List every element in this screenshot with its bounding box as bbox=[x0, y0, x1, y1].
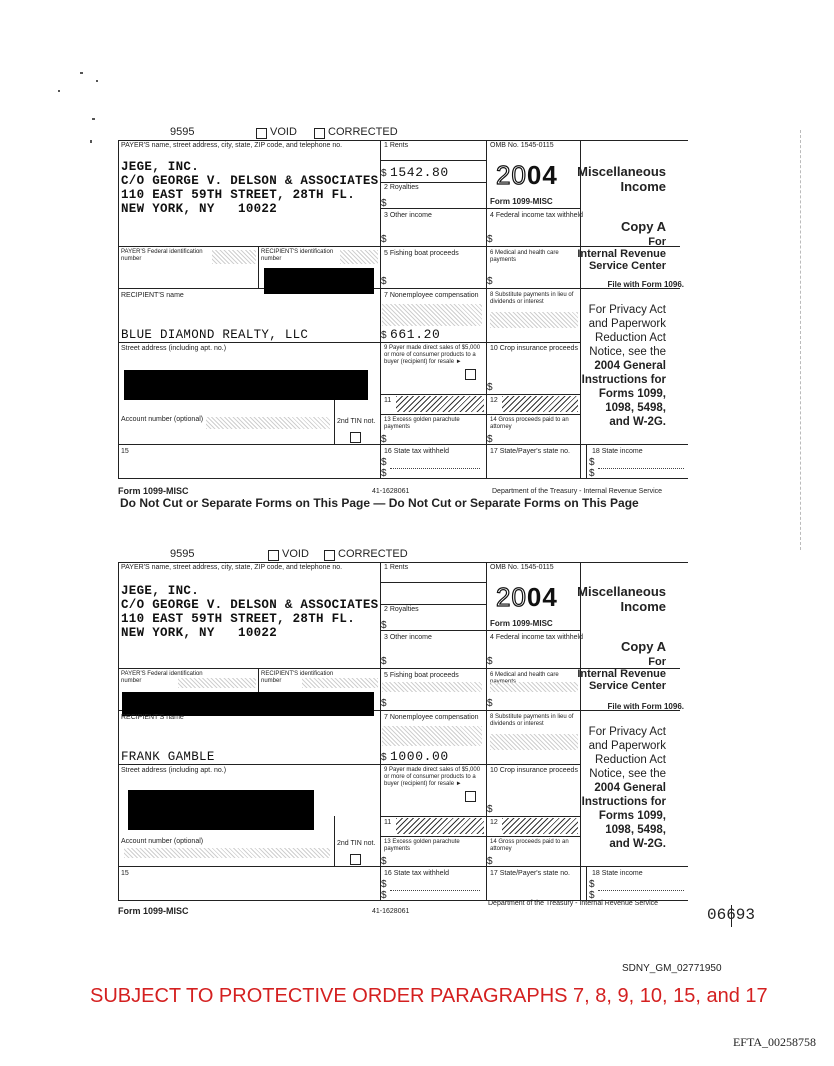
box9-label: 9 Payer made direct sales of $5,000 or more of consumer products to a buyer (recipient) for resale ► bbox=[384, 345, 481, 365]
box8-label: 8 Substitute payments in lieu of dividends or interest bbox=[490, 714, 574, 727]
payer-line-1: JEGE, INC. bbox=[121, 160, 200, 174]
bates-number: SDNY_GM_02771950 bbox=[622, 963, 722, 974]
box7-value: 1000.00 bbox=[390, 749, 449, 764]
payer-label: PAYER'S name, street address, city, state, ZIP code, and telephone no. bbox=[121, 142, 343, 149]
omb-number: OMB No. 1545-0115 bbox=[490, 564, 554, 571]
payer-line-3: 110 EAST 59TH STREET, 28TH FL. bbox=[121, 188, 356, 202]
footer-dept: Department of the Treasury - Internal Revenue Service bbox=[492, 488, 663, 495]
form-1099-misc-top bbox=[118, 126, 688, 498]
irs-line-1: Internal Revenue bbox=[577, 668, 666, 680]
redaction-block bbox=[122, 692, 374, 716]
privacy-3: Reduction Act bbox=[595, 754, 666, 766]
privacy-7: Forms 1099, bbox=[598, 810, 666, 822]
corrected-checkbox[interactable] bbox=[314, 128, 325, 139]
box2-dollar: $ bbox=[381, 620, 387, 631]
footer-form-name: Form 1099-MISC bbox=[118, 486, 189, 496]
box6-dollar: $ bbox=[487, 276, 493, 287]
box2-dollar: $ bbox=[381, 198, 387, 209]
cut-notice: Do Not Cut or Separate Forms on This Page — Do Not Cut or Separate Forms on This Page bbox=[120, 496, 639, 510]
void-checkbox[interactable] bbox=[256, 128, 267, 139]
corrected-label: CORRECTED bbox=[338, 548, 408, 560]
tax-year: 2004 bbox=[496, 160, 558, 190]
privacy-8: 1098, 5498, bbox=[605, 824, 666, 836]
privacy-3: Reduction Act bbox=[595, 332, 666, 344]
privacy-4: Notice, see the bbox=[589, 768, 666, 780]
footer-dept: Department of the Treasury - Internal Revenue Service bbox=[488, 900, 659, 907]
box18-dollar: $ bbox=[589, 879, 595, 890]
protective-order-notice: SUBJECT TO PROTECTIVE ORDER PARAGRAPHS 7, 8, 9, 10, 15, and 17 bbox=[90, 985, 768, 1007]
box14-label: 14 Gross proceeds paid to an attorney bbox=[490, 839, 569, 852]
copy-a: Copy A bbox=[620, 639, 666, 654]
form-title-line-1: Miscellaneous bbox=[577, 584, 666, 599]
redaction-block bbox=[124, 370, 368, 400]
box6-label: 6 Medical and health care bbox=[490, 672, 559, 678]
box17-label: 17 State/Payer's state no. bbox=[490, 448, 570, 455]
box7-label: 7 Nonemployee compensation bbox=[384, 714, 479, 721]
scan-speck bbox=[80, 72, 83, 74]
scan-speck bbox=[96, 80, 98, 82]
scan-edge bbox=[800, 130, 802, 550]
box18-dollar: $ bbox=[589, 457, 595, 468]
form-title-line-1: Miscellaneous bbox=[577, 164, 666, 179]
privacy-5: 2004 General bbox=[594, 782, 666, 794]
box2-label: 2 Royalties bbox=[384, 184, 419, 191]
copy-for: For bbox=[648, 236, 666, 248]
box11-label: 11 bbox=[384, 397, 392, 404]
box13-label: 13 Excess golden parachute payments bbox=[384, 417, 460, 430]
tin-label: 2nd TIN not. bbox=[337, 418, 376, 425]
privacy-5: 2004 General bbox=[594, 360, 666, 372]
box3-label: 3 Other income bbox=[384, 634, 432, 641]
corrected-checkbox[interactable] bbox=[324, 550, 335, 561]
form-name: Form 1099-MISC bbox=[490, 197, 553, 206]
privacy-6: Instructions for bbox=[581, 374, 666, 386]
box4-dollar: $ bbox=[487, 234, 493, 245]
box9-checkbox[interactable] bbox=[465, 791, 476, 802]
box15-label: 15 bbox=[121, 448, 129, 455]
box16-label: 16 State tax withheld bbox=[384, 448, 449, 455]
payer-line-4: NEW YORK, NY 10022 bbox=[121, 202, 278, 216]
form-1099-misc-bottom bbox=[118, 548, 688, 920]
tin-label: 2nd TIN not. bbox=[337, 840, 376, 847]
tax-year: 2004 bbox=[496, 582, 558, 612]
recipient-name-label: RECIPIENT'S name bbox=[121, 714, 184, 721]
recipient-name-label: RECIPIENT'S name bbox=[121, 292, 184, 299]
box3-label: 3 Other income bbox=[384, 212, 432, 219]
irs-line-2: Service Center bbox=[588, 260, 666, 272]
box5-label: 5 Fishing boat proceeds bbox=[384, 672, 459, 679]
efta-number: EFTA_00258758 bbox=[732, 1035, 816, 1049]
privacy-2: and Paperwork bbox=[588, 740, 666, 752]
recipient-id-label: RECIPIENT'S identification number bbox=[261, 249, 334, 262]
footer-code: 41-1628061 bbox=[372, 488, 410, 495]
scan-speck bbox=[92, 118, 95, 120]
box3-dollar: $ bbox=[381, 656, 387, 667]
street-label: Street address (including apt. no.) bbox=[121, 767, 227, 774]
tin-checkbox[interactable] bbox=[350, 432, 361, 443]
account-label: Account number (optional) bbox=[121, 416, 204, 423]
privacy-1: For Privacy Act bbox=[588, 304, 666, 316]
box13-dollar: $ bbox=[381, 856, 387, 867]
box15-label: 15 bbox=[121, 870, 129, 877]
page-stamp: 06693 bbox=[707, 906, 756, 924]
file-with: File with Form 1096. bbox=[607, 702, 684, 711]
irs-line-2: Service Center bbox=[588, 680, 666, 692]
box1-dollar: $ bbox=[381, 168, 387, 179]
box6-dollar: $ bbox=[487, 698, 493, 709]
box18-dollar-2: $ bbox=[589, 468, 595, 479]
void-label: VOID bbox=[282, 548, 309, 560]
scan-speck bbox=[58, 90, 60, 92]
copy-a: Copy A bbox=[620, 219, 666, 234]
box6-label: 6 Medical and health care payments bbox=[490, 250, 559, 263]
box9-label: 9 Payer made direct sales of $5,000 or more of consumer products to a buyer (recipient) for resale ► bbox=[384, 767, 481, 787]
box4-label: 4 Federal income tax withheld bbox=[490, 634, 583, 641]
box18-dollar-2: $ bbox=[589, 890, 595, 901]
box13-dollar: $ bbox=[381, 434, 387, 445]
box1-label: 1 Rents bbox=[384, 564, 409, 571]
privacy-1: For Privacy Act bbox=[588, 726, 666, 738]
void-checkbox[interactable] bbox=[268, 550, 279, 561]
tin-checkbox[interactable] bbox=[350, 854, 361, 865]
box14-dollar: $ bbox=[487, 856, 493, 867]
payer-line-4: NEW YORK, NY 10022 bbox=[121, 626, 278, 640]
box5-label: 5 Fishing boat proceeds bbox=[384, 250, 459, 257]
recipient-name: BLUE DIAMOND REALTY, LLC bbox=[121, 328, 309, 342]
box16-dollar-2: $ bbox=[381, 468, 387, 479]
payer-fid-label: PAYER'S Federal identification number bbox=[121, 671, 203, 684]
box10-label: 10 Crop insurance proceeds bbox=[490, 345, 578, 352]
box10-label: 10 Crop insurance proceeds bbox=[490, 767, 578, 774]
payer-fid-label: PAYER'S Federal identification number bbox=[121, 249, 203, 262]
box4-dollar: $ bbox=[487, 656, 493, 667]
box14-label: 14 Gross proceeds paid to an attorney bbox=[490, 417, 569, 430]
box14-dollar: $ bbox=[487, 434, 493, 445]
form-name: Form 1099-MISC bbox=[490, 619, 553, 628]
redaction-block bbox=[128, 790, 314, 830]
form-title-line-2: Income bbox=[620, 179, 666, 194]
privacy-9: and W-2G. bbox=[609, 838, 666, 850]
copy-for: For bbox=[648, 656, 666, 668]
box1-label: 1 Rents bbox=[384, 142, 409, 149]
box17-label: 17 State/Payer's state no. bbox=[490, 870, 570, 877]
payer-line-2: C/O GEORGE V. DELSON & ASSOCIATES bbox=[121, 598, 379, 612]
redaction-block bbox=[264, 268, 374, 294]
box18-label: 18 State income bbox=[592, 870, 643, 877]
form-code: 9595 bbox=[170, 548, 195, 560]
scan-speck bbox=[90, 140, 92, 143]
box3-dollar: $ bbox=[381, 234, 387, 245]
box18-label: 18 State income bbox=[592, 448, 643, 455]
form-code: 9595 bbox=[170, 126, 195, 138]
file-with: File with Form 1096. bbox=[607, 280, 684, 289]
corrected-label: CORRECTED bbox=[328, 126, 398, 138]
payer-line-2: C/O GEORGE V. DELSON & ASSOCIATES bbox=[121, 174, 379, 188]
box7-dollar: $ bbox=[381, 330, 387, 341]
form-title-line-2: Income bbox=[620, 599, 666, 614]
privacy-2: and Paperwork bbox=[588, 318, 666, 330]
privacy-4: Notice, see the bbox=[589, 346, 666, 358]
box16-dollar: $ bbox=[381, 457, 387, 468]
irs-line-1: Internal Revenue bbox=[577, 248, 666, 260]
recipient-id-label: RECIPIENT'S identification number bbox=[261, 671, 334, 684]
box16-dollar: $ bbox=[381, 879, 387, 890]
box8-label: 8 Substitute payments in lieu of dividends or interest bbox=[490, 292, 574, 305]
account-label: Account number (optional) bbox=[121, 838, 204, 845]
box13-label: 13 Excess golden parachute payments bbox=[384, 839, 460, 852]
box16-label: 16 State tax withheld bbox=[384, 870, 449, 877]
box16-dollar-2: $ bbox=[381, 890, 387, 901]
privacy-6: Instructions for bbox=[581, 796, 666, 808]
box7-label: 7 Nonemployee compensation bbox=[384, 292, 479, 299]
omb-number: OMB No. 1545-0115 bbox=[490, 142, 554, 149]
privacy-9: and W-2G. bbox=[609, 416, 666, 428]
recipient-name: FRANK GAMBLE bbox=[121, 750, 215, 764]
payer-line-1: JEGE, INC. bbox=[121, 584, 200, 598]
box12-label: 12 bbox=[490, 397, 498, 404]
box4-label: 4 Federal income tax withheld bbox=[490, 212, 583, 219]
payer-label: PAYER'S name, street address, city, state, ZIP code, and telephone no. bbox=[121, 564, 343, 571]
box1-value: 1542.80 bbox=[390, 165, 449, 180]
payer-line-3: 110 EAST 59TH STREET, 28TH FL. bbox=[121, 612, 356, 626]
box5-dollar: $ bbox=[381, 698, 387, 709]
box10-dollar: $ bbox=[487, 382, 493, 393]
box2-label: 2 Royalties bbox=[384, 606, 419, 613]
box9-checkbox[interactable] bbox=[465, 369, 476, 380]
void-label: VOID bbox=[270, 126, 297, 138]
box5-dollar: $ bbox=[381, 276, 387, 287]
box11-label: 11 bbox=[384, 819, 392, 826]
box7-value: 661.20 bbox=[390, 327, 441, 342]
box12-label: 12 bbox=[490, 819, 498, 826]
box10-dollar: $ bbox=[487, 804, 493, 815]
box7-dollar: $ bbox=[381, 752, 387, 763]
privacy-7: Forms 1099, bbox=[598, 388, 666, 400]
footer-code: 41-1628061 bbox=[372, 908, 410, 915]
footer-form-name: Form 1099-MISC bbox=[118, 906, 189, 916]
street-label: Street address (including apt. no.) bbox=[121, 345, 227, 352]
privacy-8: 1098, 5498, bbox=[605, 402, 666, 414]
